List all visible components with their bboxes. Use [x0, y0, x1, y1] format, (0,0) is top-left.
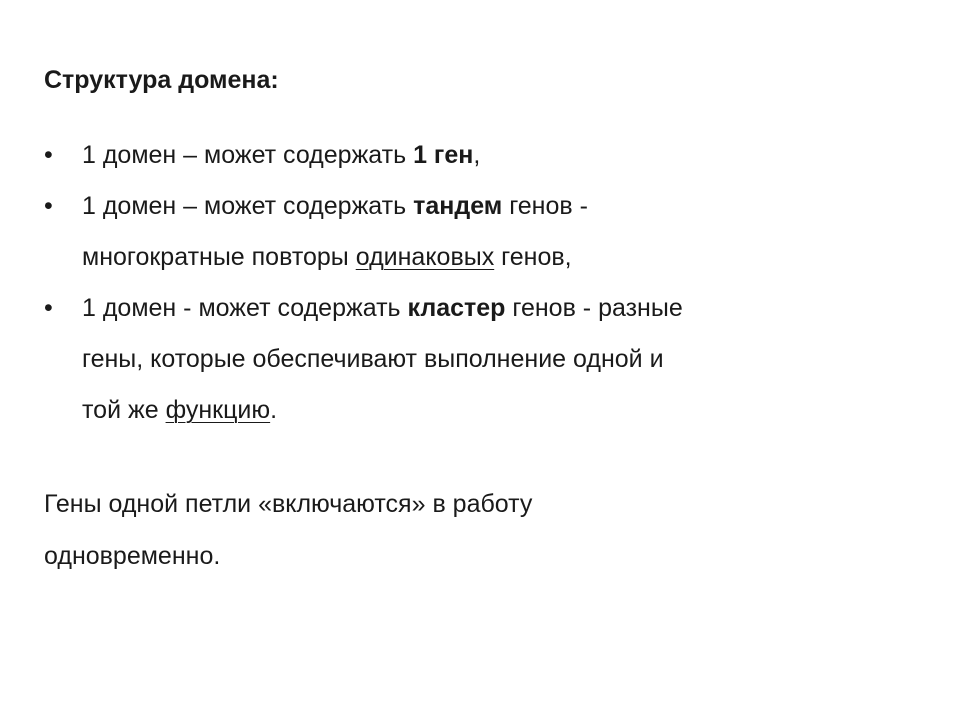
text-run: . — [270, 396, 278, 424]
text-run: генов, — [494, 243, 572, 271]
text-run: 1 домен – может содержать — [82, 141, 414, 169]
bold-term: кластер — [407, 294, 506, 322]
bullet-3-line-1 — [82, 283, 924, 334]
bullet-1-line-1 — [82, 130, 924, 181]
bullet-3-line-3 — [82, 385, 924, 436]
text-run: генов - — [502, 192, 588, 220]
text-run: 1 домен - может содержать — [82, 294, 408, 322]
underlined-term: функцию — [165, 396, 271, 424]
bullet-3-line-2 — [82, 334, 924, 385]
bullet-item-1 — [44, 130, 924, 181]
text-run: генов - разные — [505, 294, 683, 322]
bold-term: тандем — [413, 192, 503, 220]
bullet-marker: • — [44, 294, 53, 322]
bullet-2-line-2 — [82, 232, 924, 283]
slide-title: Структура домена: — [44, 66, 279, 94]
bold-term: 1 ген — [413, 141, 474, 169]
underlined-term: одинаковых — [355, 243, 495, 271]
bullet-marker: • — [44, 141, 53, 169]
bullet-2-line-1 — [82, 181, 924, 232]
closing-paragraph — [44, 478, 532, 582]
bullet-item-2 — [44, 181, 924, 283]
text-run: , — [473, 141, 481, 169]
text-run: 1 домен – может содержать — [82, 192, 414, 220]
closing-line-1: Гены одной петли «включаются» в работу — [44, 490, 533, 518]
text-run: гены, которые обеспечивают выполнение одной и — [82, 345, 664, 373]
bullet-item-3 — [44, 283, 924, 436]
closing-line-2: одновременно. — [44, 542, 221, 570]
text-run: той же — [82, 396, 166, 424]
bullet-list — [44, 130, 924, 436]
bullet-marker: • — [44, 192, 53, 220]
text-run: многократные повторы — [82, 243, 356, 271]
